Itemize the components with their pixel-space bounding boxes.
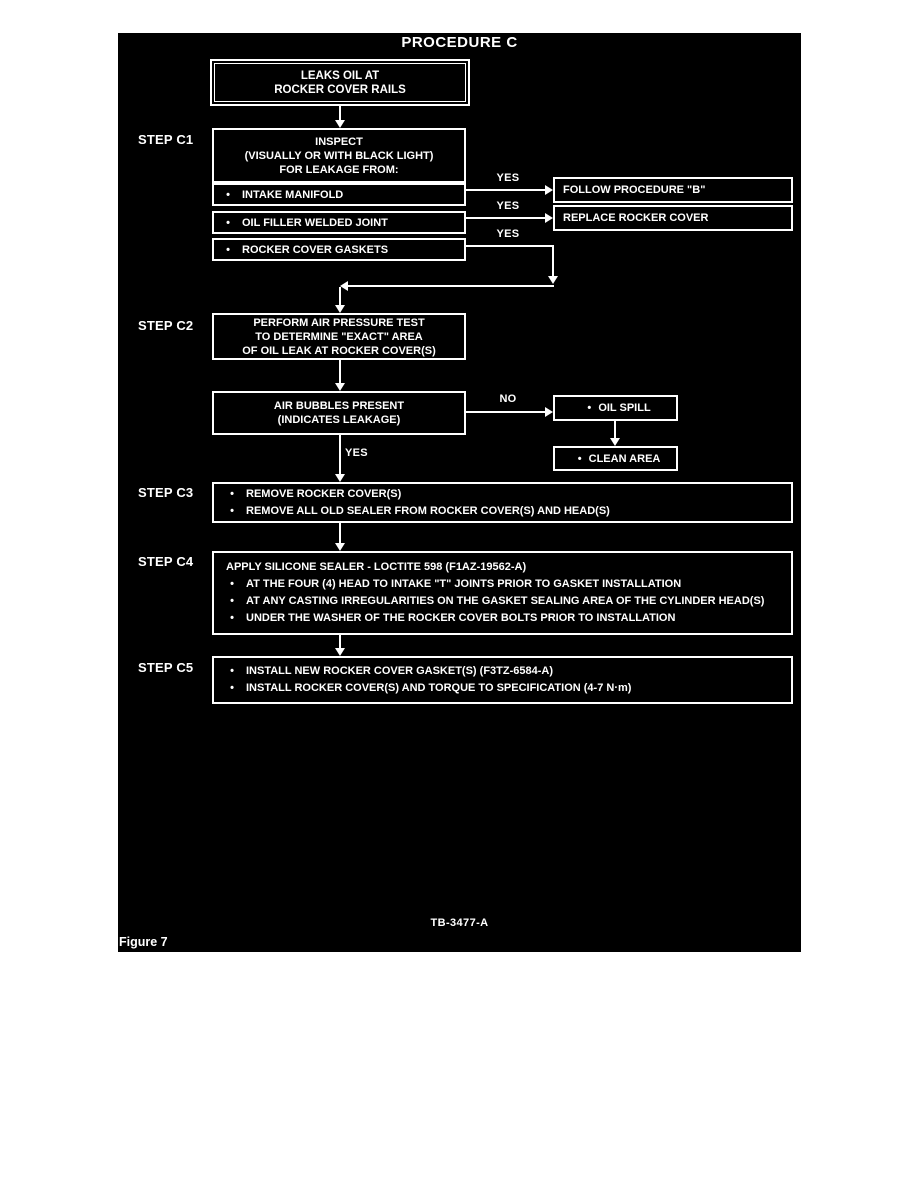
- bullet-icon: •: [230, 595, 234, 607]
- bullet-icon: •: [230, 665, 234, 677]
- arrow-right-icon: [545, 185, 553, 195]
- c4-item-label: AT ANY CASTING IRREGULARITIES ON THE GASKET SEALING AREA OF THE CYLINDER HEAD(S): [246, 595, 765, 607]
- bullet-icon: •: [587, 402, 592, 414]
- step-c3-label: STEP C3: [138, 485, 194, 500]
- c5-item: [218, 663, 781, 680]
- c4-intro: [218, 559, 781, 576]
- c4-item: [218, 576, 781, 593]
- outcome-label: CLEAN AREA: [588, 452, 661, 465]
- bullet-icon: •: [226, 188, 230, 201]
- c3-item: [218, 486, 781, 503]
- arrow-down-icon: [335, 305, 345, 313]
- step-c2-label: STEP C2: [138, 318, 194, 333]
- c5-item-label: INSTALL NEW ROCKER COVER GASKET(S) (F3TZ-6584-A): [246, 665, 553, 677]
- bullet-icon: •: [226, 216, 230, 229]
- c4-box: [212, 551, 793, 635]
- outcome-label: OIL SPILL: [598, 402, 651, 414]
- c4-item-label: UNDER THE WASHER OF THE ROCKER COVER BOLTS PRIOR TO INSTALLATION: [246, 612, 676, 624]
- c5-item: [218, 680, 781, 697]
- outcome-replace-rocker-cover: [553, 205, 793, 231]
- c3-item-label: REMOVE ALL OLD SEALER FROM ROCKER COVER(S) AND HEAD(S): [246, 504, 610, 517]
- c1-item-label: INTAKE MANIFOLD: [242, 188, 344, 201]
- connector-oilspill-cleanarea: [614, 421, 616, 438]
- bullet-icon: •: [230, 682, 234, 694]
- c1-item-label: OIL FILLER WELDED JOINT: [242, 216, 388, 229]
- start-line: ROCKER COVER RAILS: [274, 83, 406, 96]
- connector-loop-left: [348, 285, 554, 287]
- connector-decision-c3: [339, 435, 341, 474]
- c4-item: [218, 610, 781, 627]
- flowchart-canvas: [118, 33, 801, 952]
- arrow-right-icon: [545, 407, 553, 417]
- no-outcome-clean-area: [553, 446, 678, 471]
- connector-start-c1: [339, 106, 341, 120]
- connector-no: [466, 411, 545, 413]
- step-c4-label: STEP C4: [138, 554, 194, 569]
- connector-loop-down: [552, 246, 554, 276]
- c4-item: [218, 593, 781, 610]
- bullet-icon: •: [230, 612, 234, 624]
- page-title: PROCEDURE C: [401, 34, 518, 51]
- arrow-down-icon: [335, 543, 345, 551]
- c4-intro-label: APPLY SILICONE SEALER - LOCTITE 598 (F1AZ-19562-A): [226, 561, 527, 573]
- bullet-icon: •: [226, 243, 230, 256]
- arrow-down-icon: [548, 276, 558, 284]
- start-line: LEAKS OIL AT: [300, 69, 380, 82]
- yes-label-bubbles: YES: [345, 447, 368, 459]
- start-node: [210, 59, 470, 106]
- yes-label-2: YES: [496, 200, 520, 212]
- connector-c3-c4: [339, 523, 341, 543]
- arrow-down-icon: [610, 438, 620, 446]
- outcome-follow-procedure-b: [553, 177, 793, 203]
- connector-c2-decision: [339, 360, 341, 383]
- start-node-text: [214, 63, 466, 102]
- bullet-icon: •: [230, 578, 234, 590]
- connector-yes-1: [466, 189, 545, 191]
- c3-box: [212, 482, 793, 523]
- arrow-down-icon: [335, 648, 345, 656]
- c3-item-label: REMOVE ROCKER COVER(S): [246, 487, 402, 500]
- yes-label-3: YES: [496, 228, 520, 240]
- outcome-label: REPLACE ROCKER COVER: [563, 212, 709, 224]
- c1-item-intake-manifold: [212, 183, 466, 206]
- c3-item: [218, 503, 781, 520]
- c4-item-label: AT THE FOUR (4) HEAD TO INTAKE "T" JOINTS PRIOR TO GASKET INSTALLATION: [246, 578, 682, 590]
- bullet-icon: •: [230, 504, 234, 517]
- connector-yes-3: [466, 245, 554, 247]
- step-c1-label: STEP C1: [138, 132, 194, 147]
- no-label: NO: [499, 393, 517, 405]
- c2-line: PERFORM AIR PRESSURE TEST: [253, 316, 425, 329]
- c5-box: [212, 656, 793, 704]
- c1-header-line: INSPECT: [315, 135, 363, 148]
- c1-item-rocker-gaskets: [212, 238, 466, 261]
- step-c5-label: STEP C5: [138, 660, 194, 675]
- c5-item-label: INSTALL ROCKER COVER(S) AND TORQUE TO SPECIFICATION (4-7 N·m): [246, 682, 632, 694]
- c1-header-line: (VISUALLY OR WITH BLACK LIGHT): [244, 149, 434, 162]
- decision-air-bubbles-box: [212, 391, 466, 435]
- decision-line: AIR BUBBLES PRESENT: [273, 400, 405, 412]
- c2-air-pressure-box: [212, 313, 466, 360]
- no-outcome-oil-spill: [553, 395, 678, 421]
- figure-caption: Figure 7: [119, 935, 168, 949]
- tb-document-code: TB-3477-A: [430, 917, 489, 929]
- bullet-icon: •: [230, 487, 234, 500]
- c1-item-oil-filler-joint: [212, 211, 466, 234]
- c1-item-label: ROCKER COVER GASKETS: [242, 243, 389, 256]
- outcome-label: FOLLOW PROCEDURE "B": [563, 184, 706, 196]
- arrow-down-icon: [335, 383, 345, 391]
- c2-line: TO DETERMINE "EXACT" AREA: [255, 330, 423, 343]
- c1-inspect-box: [212, 128, 466, 183]
- decision-line: (INDICATES LEAKAGE): [277, 414, 401, 426]
- arrow-right-icon: [545, 213, 553, 223]
- bullet-icon: •: [577, 452, 582, 465]
- arrow-left-icon: [340, 281, 348, 291]
- connector-loop-entry: [339, 287, 341, 305]
- connector-c4-c5: [339, 635, 341, 648]
- arrow-down-icon: [335, 120, 345, 128]
- c2-line: OF OIL LEAK AT ROCKER COVER(S): [242, 344, 436, 357]
- yes-label-1: YES: [496, 172, 520, 184]
- c1-header-line: FOR LEAKAGE FROM:: [279, 163, 399, 176]
- arrow-down-icon: [335, 474, 345, 482]
- connector-yes-2: [466, 217, 545, 219]
